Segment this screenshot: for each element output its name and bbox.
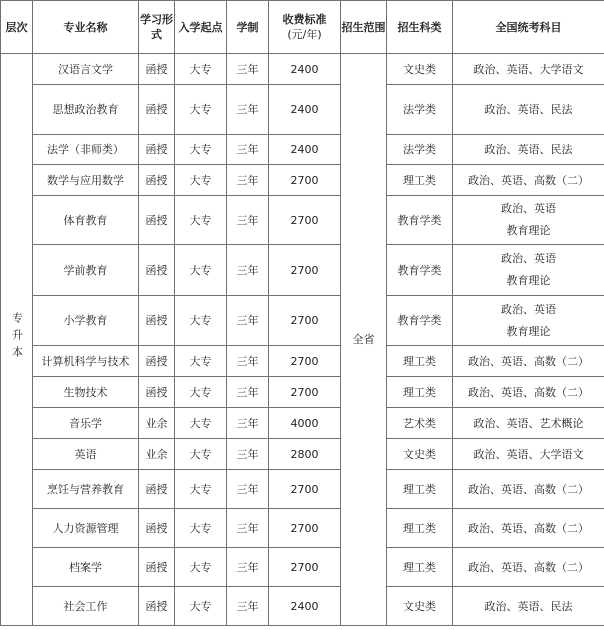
study-form-cell: 函授	[139, 470, 175, 509]
entry-cell: 大专	[175, 196, 227, 245]
fee-cell: 2700	[269, 165, 341, 196]
fee-cell: 2700	[269, 346, 341, 377]
entry-cell: 大专	[175, 408, 227, 439]
fee-cell: 2700	[269, 196, 341, 245]
duration-cell: 三年	[227, 85, 269, 135]
subjects-line: 政治、英语、高数（二）	[468, 482, 589, 496]
duration-cell: 三年	[227, 54, 269, 85]
fee-cell: 2700	[269, 296, 341, 346]
subjects-line: 政治、英语、民法	[484, 103, 573, 116]
subjects-line: 政治、英语	[501, 202, 556, 215]
table-body	[1, 54, 604, 626]
table-row	[1, 587, 604, 626]
study-form-cell: 函授	[139, 135, 175, 165]
category-cell: 教育学类	[387, 196, 453, 245]
entry-cell: 大专	[175, 439, 227, 470]
header-fee-label: 收费标准	[282, 13, 327, 26]
duration-cell: 三年	[227, 408, 269, 439]
duration-cell: 三年	[227, 245, 269, 296]
subjects-cell	[453, 377, 604, 408]
entry-cell: 大专	[175, 377, 227, 408]
subjects-line: 政治、英语、高数（二）	[468, 173, 589, 187]
major-cell: 小学教育	[33, 296, 139, 346]
category-cell: 法学类	[387, 85, 453, 135]
table-row	[1, 377, 604, 408]
duration-cell: 三年	[227, 346, 269, 377]
entry-cell: 大专	[175, 54, 227, 85]
category-cell: 理工类	[387, 165, 453, 196]
subjects-line: 政治、英语、艺术概论	[473, 416, 584, 430]
entry-cell: 大专	[175, 587, 227, 626]
subjects-cell	[453, 548, 604, 587]
category-cell: 文史类	[387, 439, 453, 470]
fee-cell: 2700	[269, 377, 341, 408]
study-form-cell: 函授	[139, 165, 175, 196]
subjects-cell	[453, 439, 604, 470]
header-level: 层次	[1, 1, 33, 54]
subjects-line: 政治、英语、高数（二）	[468, 560, 589, 574]
subjects-line: 政治、英语	[501, 302, 556, 316]
subjects-cell	[453, 587, 604, 626]
entry-cell: 大专	[175, 509, 227, 548]
major-cell: 学前教育	[33, 245, 139, 296]
subjects-cell	[453, 85, 604, 135]
fee-cell: 2800	[269, 439, 341, 470]
subjects-cell	[453, 135, 604, 165]
header-row	[1, 1, 604, 54]
subjects-cell	[453, 196, 604, 245]
header-fee	[269, 1, 341, 54]
major-cell: 计算机科学与技术	[33, 346, 139, 377]
fee-cell: 2700	[269, 470, 341, 509]
fee-cell: 2400	[269, 54, 341, 85]
fee-cell: 2400	[269, 587, 341, 626]
duration-cell: 三年	[227, 196, 269, 245]
category-cell: 理工类	[387, 548, 453, 587]
category-cell: 理工类	[387, 377, 453, 408]
table-row	[1, 54, 604, 85]
table-row	[1, 296, 604, 346]
major-cell: 社会工作	[33, 587, 139, 626]
table-row	[1, 509, 604, 548]
duration-cell: 三年	[227, 135, 269, 165]
fee-cell: 2400	[269, 85, 341, 135]
study-form-cell: 业余	[139, 408, 175, 439]
duration-cell: 三年	[227, 377, 269, 408]
duration-cell: 三年	[227, 509, 269, 548]
table-row	[1, 408, 604, 439]
study-form-cell: 函授	[139, 85, 175, 135]
duration-cell: 三年	[227, 548, 269, 587]
subjects-line: 政治、英语、大学语文	[473, 447, 584, 461]
table-row	[1, 245, 604, 296]
header-fee-unit: (元/年)	[287, 28, 322, 41]
header-major: 专业名称	[33, 1, 139, 54]
duration-cell: 三年	[227, 296, 269, 346]
entry-cell: 大专	[175, 346, 227, 377]
subjects-cell	[453, 296, 604, 346]
category-cell: 教育学类	[387, 296, 453, 346]
category-cell: 文史类	[387, 54, 453, 85]
study-form-cell: 业余	[139, 439, 175, 470]
table-row	[1, 85, 604, 135]
subjects-line: 政治、英语、高数（二）	[468, 354, 589, 368]
category-cell: 法学类	[387, 135, 453, 165]
entry-cell: 大专	[175, 296, 227, 346]
table-row	[1, 346, 604, 377]
category-cell: 理工类	[387, 346, 453, 377]
category-cell: 理工类	[387, 470, 453, 509]
table-row	[1, 548, 604, 587]
fee-cell: 2700	[269, 245, 341, 296]
study-form-cell: 函授	[139, 509, 175, 548]
category-cell: 理工类	[387, 509, 453, 548]
study-form-cell: 函授	[139, 548, 175, 587]
entry-cell: 大专	[175, 85, 227, 135]
region-cell: 全省	[341, 54, 387, 626]
major-cell: 英语	[33, 439, 139, 470]
study-form-cell: 函授	[139, 54, 175, 85]
fee-cell: 2700	[269, 509, 341, 548]
fee-cell: 2400	[269, 135, 341, 165]
major-cell: 数学与应用数学	[33, 165, 139, 196]
duration-cell: 三年	[227, 439, 269, 470]
subjects-cell	[453, 245, 604, 296]
study-form-cell: 函授	[139, 587, 175, 626]
fee-cell: 4000	[269, 408, 341, 439]
header-entry: 入学起点	[175, 1, 227, 54]
subjects-line: 教育理论	[506, 224, 551, 237]
study-form-cell: 函授	[139, 377, 175, 408]
duration-cell: 三年	[227, 587, 269, 626]
major-cell: 思想政治教育	[33, 85, 139, 135]
subjects-cell	[453, 346, 604, 377]
subjects-cell	[453, 165, 604, 196]
entry-cell: 大专	[175, 165, 227, 196]
subjects-line: 教育理论	[506, 274, 551, 287]
subjects-line: 教育理论	[506, 324, 551, 338]
major-cell: 汉语言文学	[33, 54, 139, 85]
entry-cell: 大专	[175, 470, 227, 509]
header-subjects: 全国统考科目	[453, 1, 604, 54]
table-row	[1, 135, 604, 165]
study-form-cell: 函授	[139, 196, 175, 245]
table-row	[1, 470, 604, 509]
subjects-cell	[453, 509, 604, 548]
level-cell	[1, 54, 33, 626]
header-category: 招生科类	[387, 1, 453, 54]
category-cell: 艺术类	[387, 408, 453, 439]
duration-cell: 三年	[227, 165, 269, 196]
study-form-cell: 函授	[139, 346, 175, 377]
table-row	[1, 196, 604, 245]
subjects-line: 政治、英语、大学语文	[473, 62, 584, 76]
major-cell: 人力资源管理	[33, 509, 139, 548]
major-cell: 档案学	[33, 548, 139, 587]
subjects-cell	[453, 470, 604, 509]
major-cell: 烹饪与营养教育	[33, 470, 139, 509]
table-row	[1, 165, 604, 196]
major-cell: 法学（非师类）	[33, 135, 139, 165]
subjects-line: 政治、英语、高数（二）	[468, 521, 589, 535]
study-form-cell: 函授	[139, 245, 175, 296]
duration-cell: 三年	[227, 470, 269, 509]
fee-cell: 2700	[269, 548, 341, 587]
subjects-line: 政治、英语	[501, 252, 556, 265]
subjects-cell	[453, 54, 604, 85]
header-study-form: 学习形式	[139, 1, 175, 54]
header-duration: 学制	[227, 1, 269, 54]
major-cell: 音乐学	[33, 408, 139, 439]
category-cell: 教育学类	[387, 245, 453, 296]
study-form-cell: 函授	[139, 296, 175, 346]
entry-cell: 大专	[175, 548, 227, 587]
subjects-line: 政治、英语、民法	[484, 599, 573, 613]
major-cell: 生物技术	[33, 377, 139, 408]
subjects-cell	[453, 408, 604, 439]
header-region: 招生范围	[341, 1, 387, 54]
level-value: 专升本	[10, 312, 24, 363]
table-row	[1, 439, 604, 470]
subjects-line: 政治、英语、民法	[484, 143, 573, 156]
major-cell: 体育教育	[33, 196, 139, 245]
subjects-line: 政治、英语、高数（二）	[468, 385, 589, 399]
entry-cell: 大专	[175, 135, 227, 165]
entry-cell: 大专	[175, 245, 227, 296]
category-cell: 文史类	[387, 587, 453, 626]
